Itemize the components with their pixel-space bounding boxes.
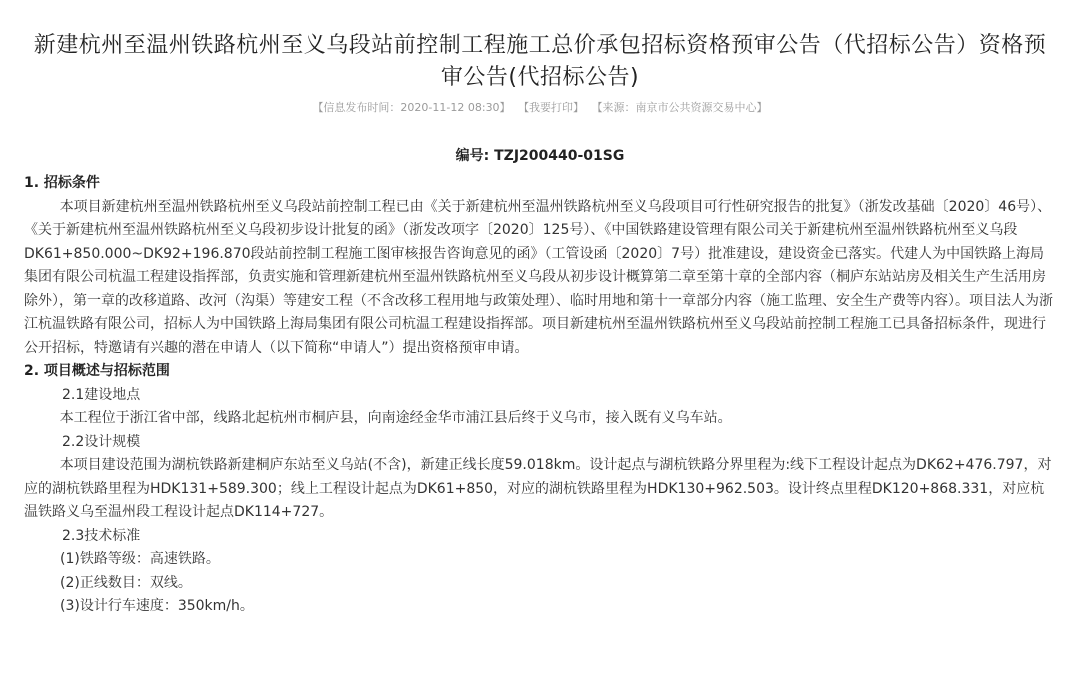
section-2-heading: 2. 项目概述与招标范围	[24, 363, 170, 379]
section-2-1-heading: 2.1建设地点	[62, 386, 141, 403]
section-1-heading: 1. 招标条件	[24, 175, 100, 191]
section-2-2-paragraph: 本项目建设范围为湖杭铁路新建桐庐东站至义乌站(不含)，新建正线长度59.018km。设计起点与湖杭铁路分界里程为:线下工程设计起点为DK62+476.797，对应的湖杭铁路里程为HDK131+589.300；线上工程设计起点为DK61+850，对应的湖杭铁路里程为HDK130+962.503。设计终点里程DK120+868.331，对应杭温铁路义乌至温州段工程设计起点DK114+727。	[24, 457, 1052, 520]
announcement-body	[24, 172, 1056, 619]
publish-time: 【信息发布时间：2020-11-12 08:30】	[312, 101, 511, 114]
section-2-3-heading: 2.3技术标准	[62, 527, 141, 544]
source-label: 【来源：南京市公共资源交易中心】	[591, 101, 768, 114]
section-2-1-paragraph: 本工程位于浙江省中部，线路北起杭州市桐庐县，向南途经金华市浦江县后终于义乌市，接入既有义乌车站。	[59, 410, 732, 426]
print-link[interactable]: 【我要打印】	[518, 101, 585, 114]
section-2-2-heading: 2.2设计规模	[62, 433, 141, 450]
section-1-paragraph: 本项目新建杭州至温州铁路杭州至义乌段站前控制工程已由《关于新建杭州至温州铁路杭州至义乌段项目可行性研究报告的批复》（浙发改基础〔2020〕46号）、《关于新建杭州至温州铁路杭州至义乌段初步设计批复的函》（浙发改项字〔2020〕125号）、《中国铁路建设管理有限公司关于新建杭州至温州铁路杭州至义乌段DK61+850.000~DK92+196.870段站前控制工程施工图审核报告咨询意见的函》（工管设函〔2020〕7号）批准建设，建设资金已落实。代建人为中国铁路上海局集团有限公司杭温工程建设指挥部，负责实施和管理新建杭州至温州铁路杭州至义乌段从初步设计概算第二章至第十章的全部内容（桐庐东站站房及相关生产生活用房除外），第一章的改移道路、改河（沟渠）等建安工程（不含改移工程用地与政策处理）、临时用地和第十一章部分内容（施工监理、安全生产费等内容）。项目法人为浙江杭温铁路有限公司，招标人为中国铁路上海局集团有限公司杭温工程建设指挥部。项目新建杭州至温州铁路杭州至义乌段站前控制工程施工已具备招标条件，现进行公开招标，特邀请有兴趣的潜在申请人（以下简称“申请人”）提出资格预审申请。	[24, 198, 1053, 356]
page-title: 新建杭州至温州铁路杭州至义乌段站前控制工程施工总价承包招标资格预审公告（代招标公告）资格预审公告(代招标公告)	[33, 33, 1047, 90]
tech-standard-item: (3)设计行车速度：350km/h。	[60, 598, 254, 614]
document-number: 编号: TZJ200440-01SG	[455, 148, 625, 164]
publish-meta	[24, 100, 1056, 116]
tech-standard-item: (1)铁路等级：高速铁路。	[60, 551, 220, 567]
tech-standard-item: (2)正线数目：双线。	[60, 574, 192, 591]
